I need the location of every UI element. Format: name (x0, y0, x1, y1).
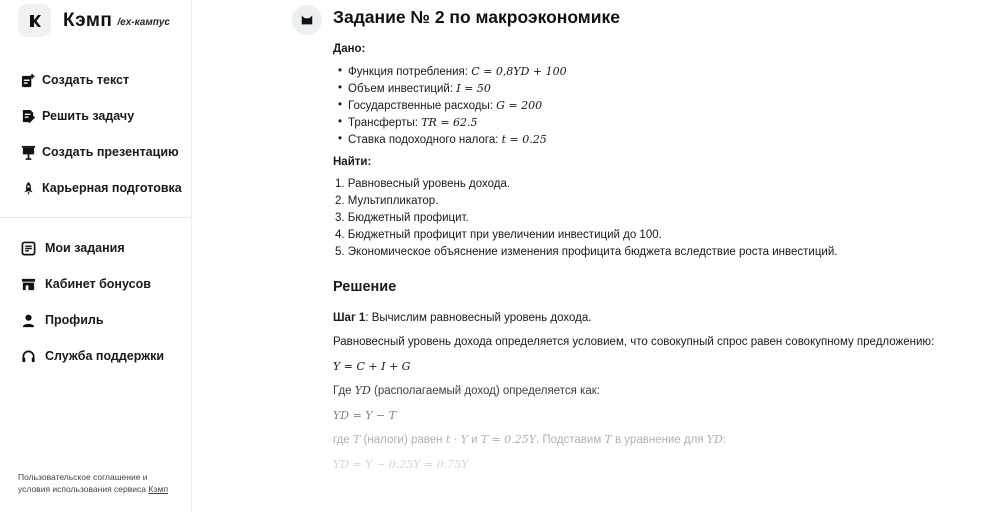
edit-doc-icon (20, 108, 36, 124)
nav-item-solve-task[interactable] (0, 98, 192, 134)
rocket-icon (20, 180, 36, 196)
footer-link[interactable]: Кэмп (148, 484, 169, 494)
store-icon (20, 276, 36, 292)
text: . Подставим (536, 434, 605, 446)
list-item: 5. Экономическое объяснение изменения профицита бюджета вследствие роста инвестиций. (335, 246, 838, 258)
nav-label: Кабинет бонусов (45, 277, 151, 291)
formula: T = 0.25Y (480, 433, 537, 446)
formula: T (352, 433, 361, 446)
formula: YD (354, 384, 371, 397)
list-item: 1. Равновесный уровень дохода. (335, 178, 511, 190)
formula: YD (706, 433, 723, 446)
nav-item-my-tasks[interactable] (0, 230, 192, 266)
given-label: Дано: (333, 43, 366, 55)
brand[interactable] (18, 4, 170, 37)
nav-item-create-presentation[interactable] (0, 134, 192, 170)
find-list (333, 176, 973, 261)
given-text: Государственные расходы: (348, 100, 497, 112)
primary-nav (0, 62, 192, 206)
nav-label: Служба поддержки (45, 349, 165, 363)
list-item: 2. Мультипликатор. (335, 195, 439, 207)
text: (располагаемый доход) определяется как: (370, 385, 600, 397)
footer-text: Пользовательское соглашение и условия использования сервиса (18, 472, 148, 494)
nav-divider (0, 217, 192, 218)
step-1 (333, 310, 973, 327)
list-item: 4. Бюджетный профицит при увеличении инвестиций до 100. (335, 229, 662, 241)
presentation-icon (20, 144, 36, 160)
text: (налоги) равен (360, 434, 446, 446)
paragraph (333, 431, 973, 449)
logo-icon (18, 4, 51, 37)
find-label: Найти: (333, 156, 372, 168)
step-label: Шаг 1 (333, 312, 366, 324)
formula: T (604, 433, 612, 446)
user-icon (20, 312, 36, 328)
list-item (338, 114, 973, 131)
given-list (333, 63, 973, 148)
list-item (338, 63, 973, 80)
nav-item-create-text[interactable] (0, 62, 192, 98)
given-text: Ставка подоходного налога: (348, 134, 502, 146)
list-item (338, 97, 973, 114)
solution-heading: Решение (333, 279, 397, 295)
paragraph: Равновесный уровень дохода определяется условием, что совокупный спрос равен совокупному предложению: (333, 336, 935, 348)
list-item: 3. Бюджетный профицит. (335, 212, 469, 224)
given-formula: G = 200 (496, 99, 543, 112)
task-content (333, 41, 973, 480)
nav-label: Создать текст (42, 73, 130, 87)
nav-item-profile[interactable] (0, 302, 192, 338)
nav-label: Создать презентацию (42, 145, 179, 159)
text: Где (333, 385, 355, 397)
nav-item-career-prep[interactable] (0, 170, 192, 206)
step-text: : Вычислим равновесный уровень дохода. (365, 312, 592, 324)
footer-terms (18, 471, 178, 495)
paragraph (333, 382, 973, 400)
headset-icon (20, 348, 36, 364)
tasks-icon (20, 240, 36, 256)
given-formula: TR = 62.5 (421, 116, 478, 129)
brand-name: Кэмп (63, 9, 113, 31)
brand-subtitle: /ex-кампус (117, 17, 170, 28)
secondary-nav (0, 230, 192, 374)
given-text: Функция потребления: (348, 66, 472, 78)
equation: YD = Y − 0.25Y = 0.75Y (333, 458, 469, 471)
cat-icon (300, 13, 314, 27)
text: : (722, 434, 727, 446)
given-formula: t = 0.25 (501, 133, 547, 146)
equation: Y = C + I + G (333, 360, 411, 373)
equation: YD = Y − T (333, 409, 397, 422)
task-title: Задание № 2 по макроэкономике (333, 7, 621, 27)
text-plus-icon (20, 72, 36, 88)
given-text: Трансферты: (348, 117, 422, 129)
given-formula: C = 0,8YD + 100 (471, 65, 567, 78)
text: и (467, 434, 481, 446)
formula: t · Y (445, 433, 468, 446)
list-item (338, 131, 973, 148)
text: в уравнение для (611, 434, 707, 446)
given-formula: I = 50 (456, 82, 491, 95)
given-text: Объем инвестиций: (348, 83, 457, 95)
nav-label: Решить задачу (42, 109, 135, 123)
text: где (333, 434, 353, 446)
nav-label: Карьерная подготовка (42, 181, 182, 195)
list-item (338, 80, 973, 97)
nav-item-bonus-cabinet[interactable] (0, 266, 192, 302)
nav-label: Мои задания (45, 241, 125, 255)
nav-item-support[interactable] (0, 338, 192, 374)
sidebar (0, 0, 192, 512)
nav-label: Профиль (45, 313, 104, 327)
assistant-avatar (292, 5, 322, 35)
